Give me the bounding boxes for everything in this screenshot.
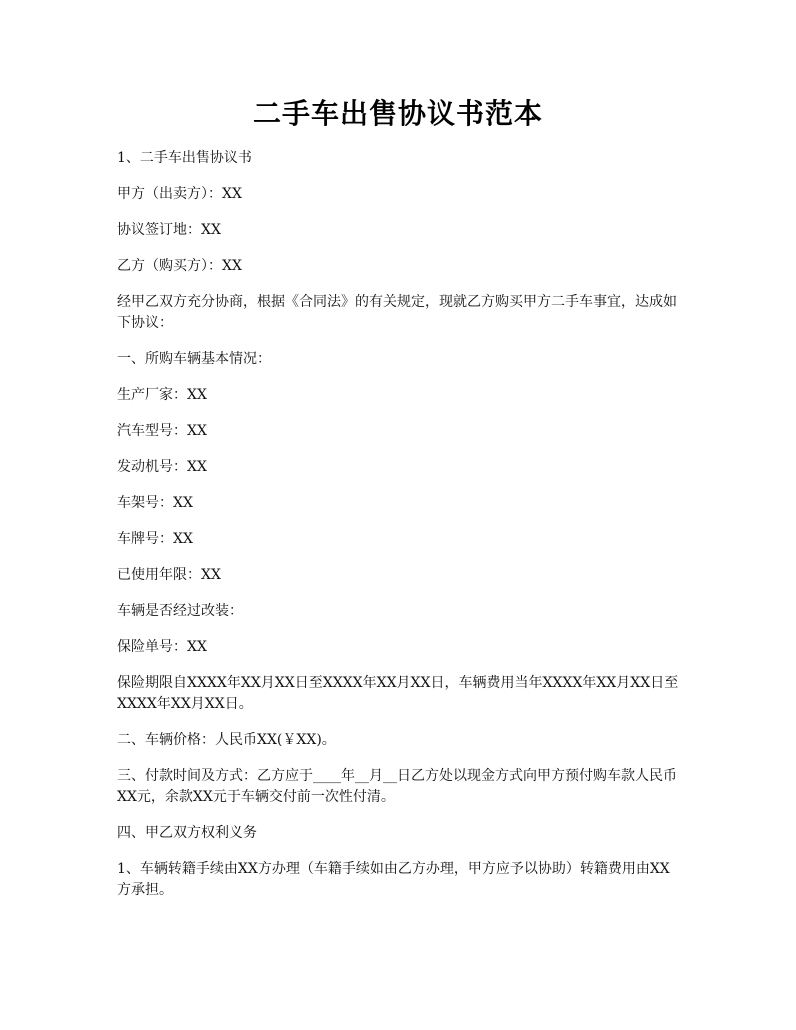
document-body xyxy=(117,148,683,916)
party-a-line: 甲方（出卖方）：XX xyxy=(117,186,242,202)
engine-number-line: 发动机号：XX xyxy=(117,459,207,475)
rights-obligations-heading: 四、甲乙双方权利义务 xyxy=(117,825,257,841)
insurance-number-line: 保险单号：XX xyxy=(117,639,207,655)
preamble-paragraph: 经甲乙双方充分协商，根据《合同法》的有关规定，现就乙方购买甲方二手车事宜，达成如下协议： xyxy=(117,294,677,331)
insurance-period-paragraph: 保险期限自XXXX年XX月XX日至XXXX年XX月XX日，车辆费用当年XXXX年XX月XX日至XXXX年XX月XX日。 xyxy=(117,675,679,712)
party-b-line: 乙方（购买方）：XX xyxy=(117,258,242,274)
document-title: 二手车出售协议书范本 xyxy=(252,97,543,130)
transfer-procedure-paragraph: 1、车辆转籍手续由XX方办理（车籍手续如由乙方办理，甲方应予以协助）转籍费用由XX方承担。 xyxy=(117,861,670,898)
manufacturer-line: 生产厂家：XX xyxy=(117,387,207,403)
signing-place-line: 协议签订地：XX xyxy=(117,222,221,238)
modification-line: 车辆是否经过改装： xyxy=(117,603,243,619)
years-used-line: 已使用年限：XX xyxy=(117,567,221,583)
frame-number-line: 车架号：XX xyxy=(117,495,193,511)
vehicle-info-heading: 一、所购车辆基本情况： xyxy=(117,351,271,367)
payment-terms-paragraph: 三、付款时间及方式：乙方应于____年__月__日乙方处以现金方式向甲方预付购车款人民币XX元，余款XX元于车辆交付前一次性付清。 xyxy=(117,768,677,805)
model-line: 汽车型号：XX xyxy=(117,423,207,439)
section-heading: 1、二手车出售协议书 xyxy=(117,150,252,166)
vehicle-price-line: 二、车辆价格：人民币XX(￥XX)。 xyxy=(117,732,336,748)
plate-number-line: 车牌号：XX xyxy=(117,531,193,547)
